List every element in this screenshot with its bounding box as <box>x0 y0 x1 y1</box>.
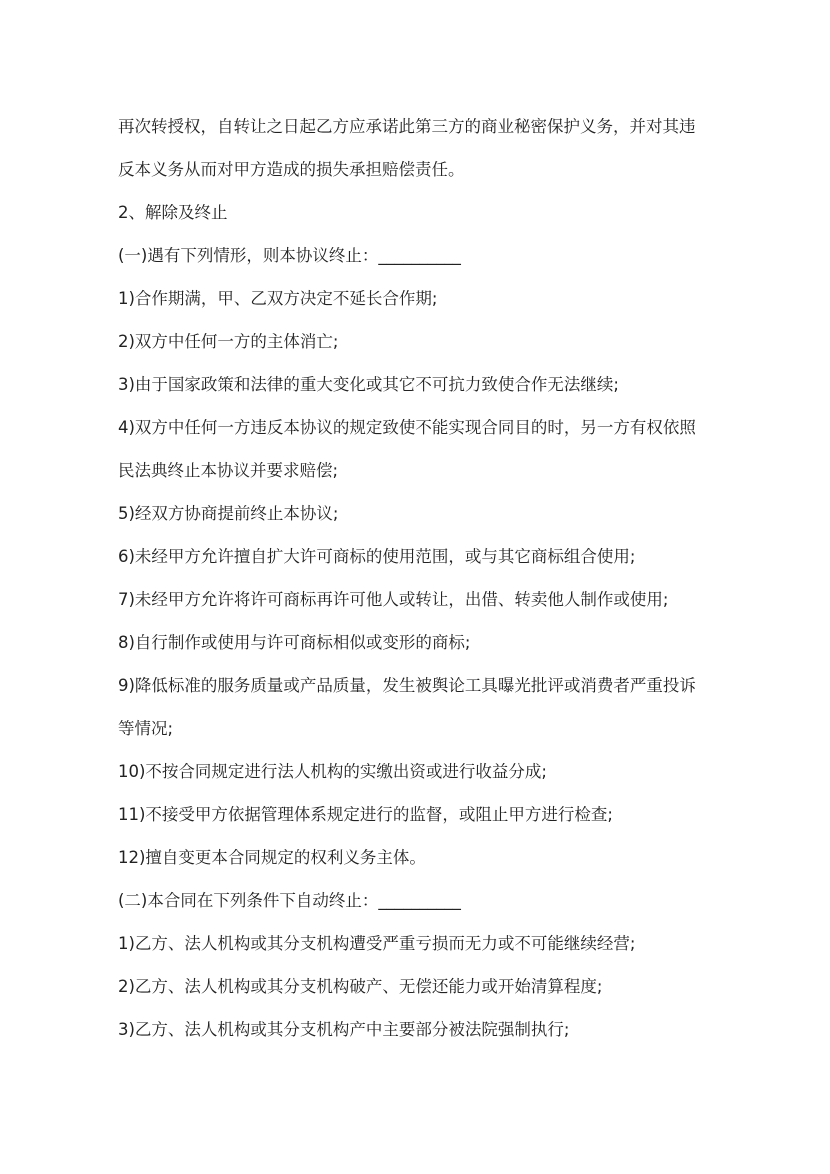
text-line: (一)遇有下列情形，则本协议终止：__________ <box>118 246 461 265</box>
text-line: 1)乙方、法人机构或其分支机构遭受严重亏损而无力或不可能继续经营; <box>118 934 636 953</box>
text-line: 8)自行制作或使用与许可商标相似或变形的商标; <box>118 633 471 652</box>
text-line: 1)合作期满，甲、乙双方决定不延长合作期; <box>118 289 438 308</box>
text-line: 2)双方中任何一方的主体消亡; <box>118 332 339 351</box>
text-line: 再次转授权，自转让之日起乙方应承诺此第三方的商业秘密保护义务，并对其违 <box>118 117 696 136</box>
text-line: 10)不按合同规定进行法人机构的实缴出资或进行收益分成; <box>118 762 547 781</box>
text-line: 6)未经甲方允许擅自扩大许可商标的使用范围，或与其它商标组合使用; <box>118 547 636 566</box>
text-line: 反本义务从而对甲方造成的损失承担赔偿责任。 <box>118 160 465 179</box>
text-line: 2、解除及终止 <box>118 203 228 222</box>
text-line: 民法典终止本协议并要求赔偿; <box>118 461 339 480</box>
text-line: 4)双方中任何一方违反本协议的规定致使不能实现合同目的时，另一方有权依照 <box>118 418 696 437</box>
text-line: (二)本合同在下列条件下自动终止：__________ <box>118 891 461 910</box>
text-line: 等情况; <box>118 719 174 738</box>
text-line: 7)未经甲方允许将许可商标再许可他人或转让，出借、转卖他人制作或使用; <box>118 590 669 609</box>
text-line: 11)不接受甲方依据管理体系规定进行的监督，或阻止甲方进行检查; <box>118 805 613 824</box>
text-line: 3)由于国家政策和法律的重大变化或其它不可抗力致使合作无法继续; <box>118 375 619 394</box>
text-line: 3)乙方、法人机构或其分支机构产中主要部分被法院强制执行; <box>118 1020 570 1039</box>
text-line: 2)乙方、法人机构或其分支机构破产、无偿还能力或开始清算程度; <box>118 977 603 996</box>
text-line: 5)经双方协商提前终止本协议; <box>118 504 339 523</box>
text-line: 9)降低标准的服务质量或产品质量，发生被舆论工具曝光批评或消费者严重投诉 <box>118 676 696 695</box>
text-line: 12)擅自变更本合同规定的权利义务主体。 <box>118 848 426 867</box>
